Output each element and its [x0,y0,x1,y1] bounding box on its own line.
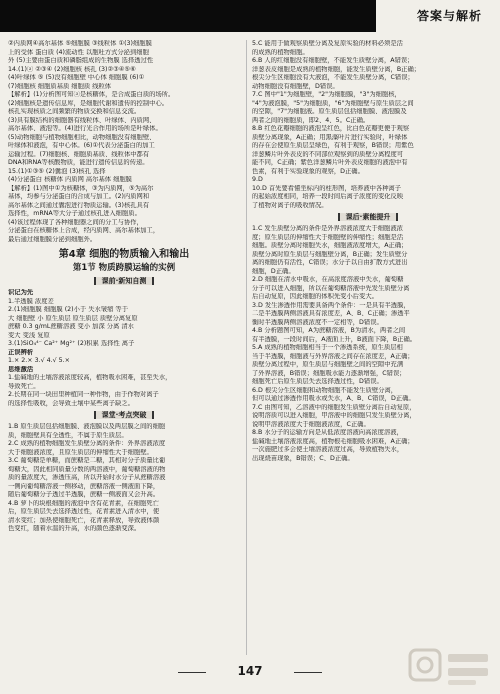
text-line: 3.(1)SiO₄⁴⁻ Ca²⁺ Mg²⁺ (2)积累 选择性 离子 [8,340,135,347]
text-line: 6.D 根尖分生区细胞和动物细胞不能发生质壁分离， [252,386,398,394]
text-line: 质的量浓度大，渗透压高，所以开始时水分子从蔗糖溶液 [8,474,166,481]
text-line: (4)叶绿体 ⑤ (5)没有细胞壁 中心体 细胞膜 (6)① [8,74,145,81]
left-column [8,40,240,534]
text-line: (4)该过程体现了各种细胞器之间的分工与协作， [8,218,143,226]
text-line: 洋葱表皮细胞是成熟的植物细胞，能发生质壁分离，B正确； [252,65,421,73]
text-line: 质壁分离时原生质层与细胞壁分离，B正确；发生质壁分 [252,250,408,258]
page-number: 147 [210,664,290,678]
text-line: 色素，有利于实验现象的观察，D正确。 [252,167,364,175]
text-line: "4"为液泡膜，"5"为细胞质，"6"为细胞壁与原生质层之间 [252,99,414,107]
text-line: 【解析】(1)图中①为核糖体，③为内质网，⑤为高尔 [8,184,154,192]
text-line: 4.B 萝卜的块根细胞的液泡中含有花青素，在细胞死亡 [8,499,159,507]
text-line: 识记为先 [8,289,34,296]
right-column [252,40,484,463]
text-line: 有半透膜，一段时间后，A液面上升，B液面下降，B正确。 [252,335,417,343]
text-line: 思维激活 [8,365,34,373]
text-line: 8.B 水分子的运输方向是从低浓度溶液向高浓度溶液， [252,429,403,436]
text-line: 洋葱鳞片叶外表皮的不同部位观察到的质壁分离程度可 [252,150,404,158]
text-line: 大于细胞液浓度，且原生质层的伸缩性大于细胞壁。 [8,448,153,456]
column-divider [246,40,247,655]
text-line: DNA和RNA等核酸物质，能进行遗传信息的传递。 [8,159,149,166]
text-line: 1.B 原生质层包括细胞膜、液泡膜以及两层膜之间的细胞 [8,423,166,430]
text-line: 15.(1)①③⑤ (2)囊泡 (3)核孔 选择 [8,167,106,175]
text-line: 一次施肥过多会使土壤溶液浓度过高，导致植物失水， [252,446,404,453]
text-line: 外 (5)主要由蛋白质和磷脂组成的生物膜 选择透过性 [8,57,154,64]
text-line: 2.C 成熟的植物细胞发生质壁分离的条件：外界溶液浓度 [8,440,166,447]
text-line: 的空隙，"7"为细胞液。原生质层包括细胞膜、液泡膜及 [252,108,407,115]
text-line: 分子可以进入细胞，所以在葡萄糖溶液中先发生质壁分离 [252,284,410,292]
text-line: 上的受体 蛋白质 (4)流动性 以胞吐方式分泌到细胞 [8,48,149,56]
text-line: 8.B 红色花瓣细胞的液泡呈红色，比白色花瓣更便于观察 [252,125,410,132]
text-line: 两者之间的细胞质，即2、4、5。C正确。 [252,116,370,124]
text-line: 最后通过细胞膜分泌到细胞外。 [8,235,97,243]
text-line: 后自动复原，因此细胞的体积先变小后变大。 [252,293,378,300]
text-line: 运输过程。(7)细胞核、细胞质基质、线粒体中都有 [8,150,150,158]
left-top-lines [8,40,240,244]
right-top-lines [252,40,484,210]
text-line: 1.盐碱地的土壤溶液浓度较高，植物吸水困难，甚至失水， [8,374,172,381]
text-line: 质壁分离过程中，原生质层与细胞壁之间的空隙中充满 [252,361,404,368]
text-line: 分泌蛋白在核糖体上合成，经内质网、高尔基体加工， [8,227,160,234]
banner-post-class: 课后·素能提升 [252,212,484,223]
right-bottom-lines [252,225,484,463]
text-line: (3)具有膜结构的细胞器有线粒体、叶绿体、内质网、 [8,116,156,124]
text-line: 基体，均参与分泌蛋白的合成与加工。(2)内质网和 [8,193,150,200]
text-line: 细胞死亡后原生质层失去选择透过性，D错误。 [252,378,383,385]
header-bar [0,0,500,32]
text-line: 5.C 能用于做观察质壁分离及复原实验的材料必须是活 [252,40,403,47]
text-line: 的起始浓度相同，培养一段时间后离子浓度的变化反映 [252,193,404,200]
text-line: 了植物对离子的吸收情况。 [252,201,328,209]
banner-pre-class: 课前·新知自测 [8,276,240,287]
text-line: 根尖分生区细胞没有大液泡，不能发生质壁分离，C错误； [252,74,414,81]
text-line: 了外界溶液，B错误；细胞吸水能力逐渐增强，C错误； [252,369,406,377]
text-line: 3.C 葡萄糖是单糖，而蔗糖是二糖，其相对分子质量比葡 [8,457,166,464]
text-line: 质壁分离现象，A正确；用黑藻叶片进行实验时，叶绿体 [252,133,408,141]
watermark-logo-icon [408,646,494,690]
text-line: 5.A 成熟的植物细胞相当于一个渗透系统，原生质层相 [252,344,403,351]
text-line: 7.C 图中"1"为细胞壁，"2"为细胞膜，"3"为细胞核， [252,91,401,98]
text-line: 当于半透膜，细胞液与外界溶液之间存在浓度差，A正确； [252,352,414,360]
text-line: 导致死亡。 [8,382,40,390]
text-line: 说明甲溶液浓度大于细胞液浓度，C正确。 [252,420,370,428]
text-line: 【解析】(1)分析图可知ⓐ是核糖体，是合成蛋白质的场所。 [8,91,175,98]
text-line: 1.× 2.× 3.√ 4.√ 5.× [8,357,70,364]
header-black-band [0,0,376,32]
text-line: 的选择性吸收，会导致土壤中某些离子缺乏。 [8,399,134,407]
text-line: 随后葡萄糖分子透过半透膜，蔗糖一侧液面又会升高。 [8,491,160,498]
text-line: 清水变红；加热使细胞死亡，花青素释放，导致液体颜 [8,516,160,524]
text-line: 离的细胞仍有活性，C错误；水分子以自由扩散方式进出 [252,259,408,266]
text-line: 萄糖大，因此相同质量分数的两溶液中，葡萄糖溶液的物 [8,465,166,473]
text-line: 叶绿体和液泡，有中心体。(6)①代表分泌蛋白的加工 [8,142,155,149]
text-line: 盐碱地土壤溶液浓度高，植物根毛细胞吸水困难，A正确； [252,437,414,445]
left-bottom-lines [8,423,240,534]
text-line: 二是半透膜两侧溶液具有浓度差，A、B、C正确；渗透平 [252,310,410,317]
text-line: 说明溶质可以进入细胞，甲溶液中的细胞只发生质壁分离， [252,412,416,419]
text-line: 但可以通过渗透作用吸水或失水，A、B、C错误，D正确。 [252,395,415,402]
chapter-title: 第4章 细胞的物质输入和输出 [58,249,190,260]
text-line: 选择性，mRNA等大分子通过核孔进入细胞质。 [8,210,141,217]
text-line: 2.D 细胞在清水中吸水，在高浓度溶液中失水，葡萄糖 [252,276,404,283]
text-line: 质，细胞壁具有全透性，不属于原生质层。 [8,431,128,439]
text-line: 蔗糖 0.3 g/mL蔗糖溶液 变小 加深 分离 清水 [8,323,134,330]
text-line: (7)细胞核 细胞质基质 细胞质 线粒体 [8,82,112,90]
text-line: 度；原生质层的伸缩性大于细胞壁的伸缩性；细胞是活 [252,233,404,241]
text-line: 1.半透膜 浓度差 [8,297,54,305]
text-line: 高尔基体、液泡等。(4)进行光合作用的场所是叶绿体。 [8,125,162,132]
text-line: 衡时半透膜两侧溶液浓度不一定相等，D错误。 [252,318,383,326]
text-line: 核孔实现核质之间频繁的物质交换和信息交流。 [8,108,141,115]
text-line: 后，原生质层失去选择透过性，花青素进入清水中，使 [8,508,160,515]
text-line: 色变红，随着水温的升高，水的颜色逐渐变深。 [8,525,141,532]
text-line: 动物细胞没有细胞壁，D错误。 [252,82,339,90]
text-line: 大 细胞壁 小 原生质层 原生质层 质壁分离复原 [8,314,138,322]
text-line: 细胞。质壁分离时细胞失水，细胞液浓度增大，A正确； [252,242,408,249]
text-line: 出现烧苗现象，B错误；C、D正确。 [252,454,354,462]
text-line: 2.长期在同一块田里种植同一种作物，由于作物对离子 [8,391,159,398]
text-line: 1.C 发生质壁分离的条件是外界溶液浓度大于细胞液浓 [252,225,403,232]
text-line: ②内质网④高尔基体 ⑤细胞膜 ③线粒体 ①(3)细胞膜 [8,40,152,47]
text-line: 14.(1)ⓐ ②③④ (2)细胞核 核孔 (3)②③④⑤⑥ [8,65,136,73]
text-line: (5)动物细胞与植物细胞相比，动物细胞没有细胞壁、 [8,133,156,141]
left-mid-lines [8,289,240,408]
text-line: 高尔基体之间通过囊泡进行物质运输。(3)核孔具有 [8,201,150,209]
text-line: 正误辨析 [8,348,34,356]
section-title: 第1节 物质跨膜运输的实例 [72,263,176,273]
text-line: 6.B 人的红细胞没有细胞壁，不能发生质壁分离，A错误； [252,57,414,64]
text-line: 一侧向葡萄糖溶液一侧移动，蔗糖溶液一侧液面下降， [8,482,160,490]
text-line: 10.D 首先要看懂坐标内的柱形图，培养液中各种离子 [252,184,402,192]
text-line: 9.D [252,176,263,183]
banner-in-class: 课堂·考点突破 [8,410,240,421]
header-label [376,0,500,32]
text-line: 细胞，D正确。 [252,267,295,275]
header-title: 答案与解析 [416,9,482,23]
text-line: 4.B 分析题图可知，A为蔗糖溶液，B为清水，两者之间 [252,327,406,334]
text-line: 的成熟的植物细胞。 [252,48,309,56]
text-line: 变大 变浅 复原 [8,331,50,339]
text-line: 的存在会使原生质层呈绿色，有利于观察，B错误；用紫色 [252,142,414,149]
text-line: 3.D 发生渗透作用需要具备两个条件：一是具有半透膜， [252,301,410,309]
text-line: (4)分泌蛋白 核糖体 内质网 高尔基体 细胞膜 [8,176,132,183]
text-line: 能不同，C正确；紫色洋葱鳞片叶外表皮细胞的液泡中有 [252,159,408,166]
text-line: 2.(1)细胞膜 细胞膜 (2)小于 失水皱缩 等于 [8,306,129,313]
text-line: 7.C 由图可知，乙溶液中的细胞发生质壁分离后自动复原， [252,403,416,411]
text-line: (2)细胞核是遗传信息库，是细胞代谢和遗传的控制中心。 [8,99,169,107]
